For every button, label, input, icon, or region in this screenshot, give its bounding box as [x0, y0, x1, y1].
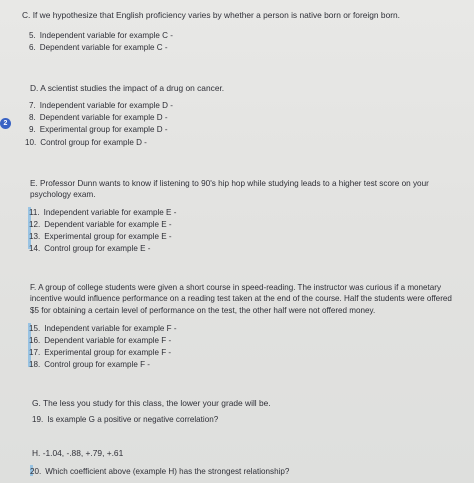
question-15: 15. Independent variable for example F - — [29, 324, 177, 333]
notification-badge[interactable]: 2 — [0, 118, 11, 129]
prompt-g: G. The less you study for this class, the lower your grade will be. — [32, 398, 271, 408]
prompt-f: F. A group of college students were given a short course in speed-reading. The instructor was curious if a monetary incentive would influence performance on a reading test taken at the end of the course. Half the students were offered $5 for obtaining a certain level of performance on the test, the other half were not offered money. — [30, 283, 452, 315]
question-10: 10. Control group for example D - — [25, 138, 147, 147]
question-14: 14. Control group for example E - — [29, 244, 151, 253]
question-9: 9. Experimental group for example D - — [29, 125, 168, 134]
prompt-d: D. A scientist studies the impact of a drug on cancer. — [30, 83, 225, 93]
question-13: 13. Experimental group for example E - — [29, 232, 172, 241]
question-12: 12. Dependent variable for example E - — [29, 220, 172, 229]
question-7: 7. Independent variable for example D - — [29, 101, 173, 110]
prompt-e: E. Professor Dunn wants to know if listening to 90's hip hop while studying leads to a higher test score on your psychology exam. — [30, 179, 429, 200]
question-16: 16. Dependent variable for example F - — [29, 336, 172, 345]
question-6: 6. Dependent variable for example C - — [29, 43, 168, 52]
question-20: 20. Which coefficient above (example H) has the strongest relationship? — [30, 467, 290, 476]
question-18: 18. Control group for example F - — [29, 360, 150, 369]
prompt-c: C. If we hypothesize that English proficiency varies by whether a person is native born or foreign born. — [22, 10, 401, 20]
question-11: 11. Independent variable for example E - — [29, 208, 177, 217]
question-19: 19. Is example G a positive or negative correlation? — [32, 415, 219, 424]
question-5: 5. Independent variable for example C - — [29, 31, 173, 40]
prompt-h: H. -1.04, -.88, +.79, +.61 — [32, 448, 124, 458]
question-17: 17. Experimental group for example F - — [29, 348, 172, 357]
question-8: 8. Dependent variable for example D - — [29, 113, 168, 122]
